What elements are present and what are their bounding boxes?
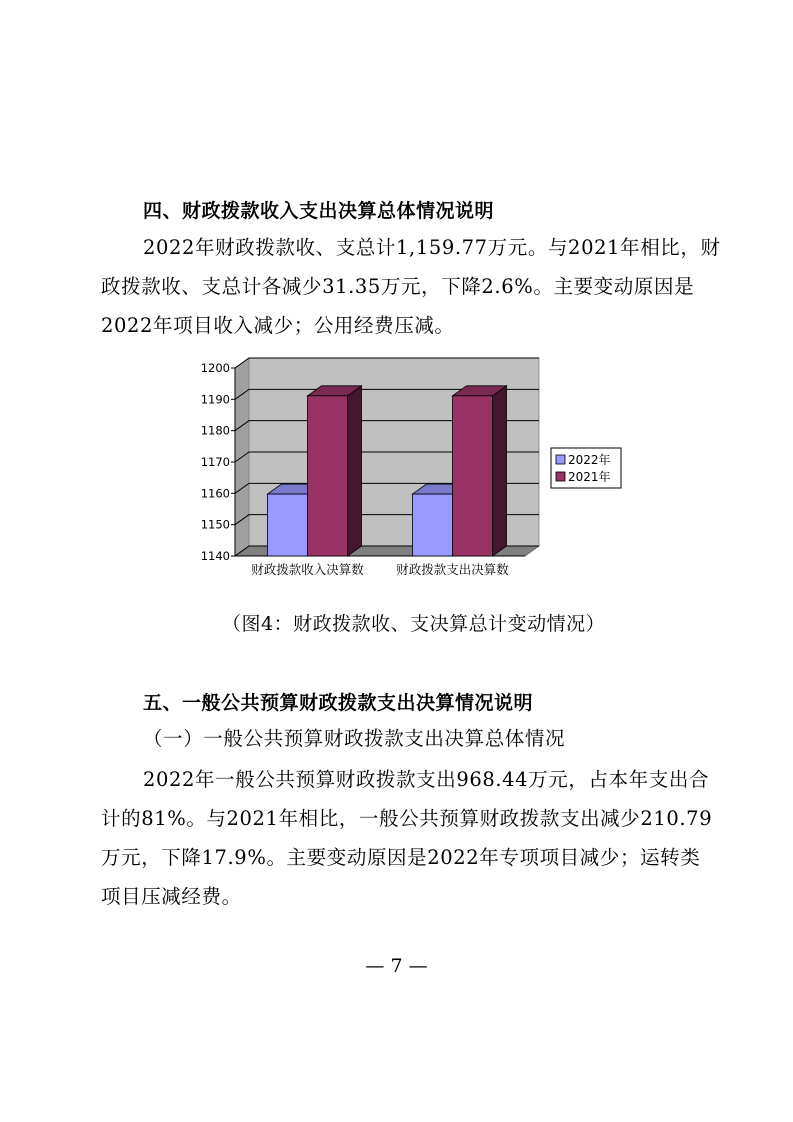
bar-chart	[195, 348, 635, 588]
x-category-label: 财政拨款收入决算数	[251, 562, 364, 577]
bar-2022	[413, 494, 453, 556]
y-tick-label: 1200	[200, 361, 230, 375]
bar-2022	[268, 494, 308, 556]
section-4-paragraph-line-1: 2022年财政拨款收、支总计1,159.77万元。与2021年相比，财	[143, 236, 721, 259]
legend-swatch	[556, 472, 565, 481]
legend-label: 2021年	[568, 470, 611, 484]
y-tick-label: 1140	[200, 549, 230, 563]
y-tick-label: 1170	[200, 455, 230, 469]
x-category-label: 财政拨款支出决算数	[396, 562, 509, 577]
section-5-paragraph-line-1: 2022年一般公共预算财政拨款支出968.44万元，占本年支出合	[143, 768, 710, 791]
legend-swatch	[556, 455, 565, 464]
section-5-subheading: （一）一般公共预算财政拨款支出决算总体情况	[143, 727, 566, 750]
page-number: — 7 —	[365, 955, 428, 977]
y-tick-label: 1180	[200, 423, 230, 438]
section-5-heading: 五、一般公共预算财政拨款支出决算情况说明	[143, 692, 534, 714]
y-tick-label: 1190	[200, 392, 230, 407]
section-5-paragraph-line-4: 项目压减经费。	[101, 885, 242, 908]
section-5-paragraph-line-3: 万元，下降17.9%。主要变动原因是2022年专项项目减少；运转类	[101, 846, 701, 869]
figure-caption: （图4：财政拨款收、支决算总计变动情况）	[222, 613, 606, 635]
section-4-paragraph-line-3: 2022年项目收入减少；公用经费压减。	[101, 314, 455, 337]
section-4-paragraph-line-2: 政拨款收、支总计各减少31.35万元，下降2.6%。主要变动原因是	[101, 275, 695, 298]
section-4-heading: 四、财政拨款收入支出决算总体情况说明	[143, 200, 495, 222]
y-tick-label: 1160	[200, 486, 230, 501]
y-tick-label: 1150	[200, 517, 230, 532]
bar-side	[348, 386, 362, 556]
bar-2021	[453, 396, 493, 556]
legend-label: 2022年	[568, 453, 611, 467]
section-5-paragraph-line-2: 计的81%。与2021年相比，一般公共预算财政拨款支出减少210.79	[101, 807, 713, 830]
bar-2021	[308, 396, 348, 556]
bar-side	[493, 386, 507, 556]
